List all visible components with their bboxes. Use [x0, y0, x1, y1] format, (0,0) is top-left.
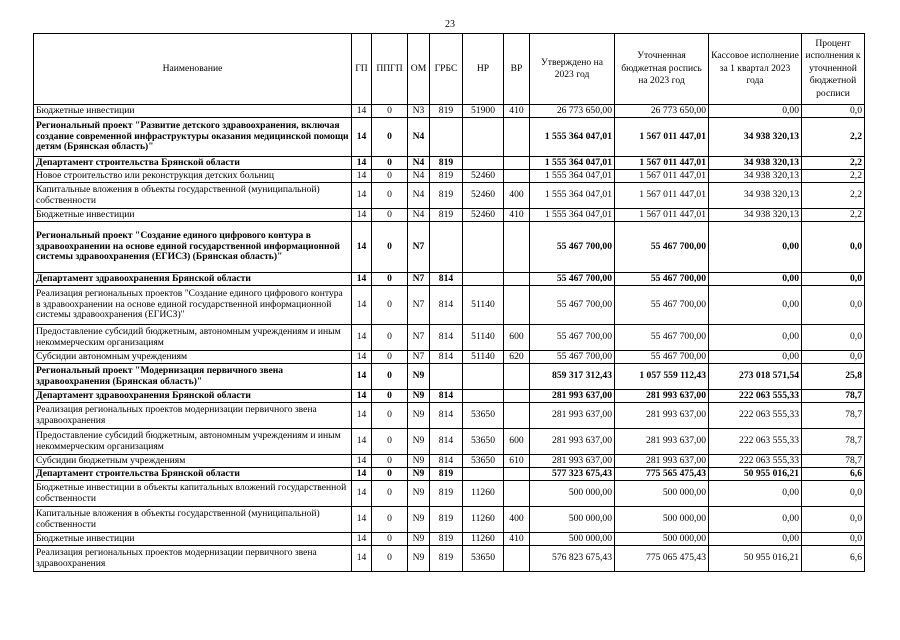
- table-row: [34, 507, 865, 533]
- cell-approved: 500 000,00: [530, 481, 615, 507]
- cell-percent: 0,0: [802, 105, 865, 118]
- cell-ppgp: 0: [372, 455, 408, 468]
- cell-name: Реализация региональных проектов модернизации первичного звена здравоохранения: [34, 546, 352, 572]
- cell-nr: [463, 273, 504, 286]
- cell-revised: 281 993 637,00: [615, 403, 709, 429]
- cell-ppgp: 0: [372, 157, 408, 170]
- cell-grbs: 819: [430, 105, 463, 118]
- cell-revised: 1 567 011 447,01: [615, 170, 709, 183]
- cell-om: N9: [408, 455, 430, 468]
- cell-vr: [504, 481, 530, 507]
- cell-nr: 11260: [463, 481, 504, 507]
- cell-grbs: 814: [430, 390, 463, 403]
- cell-om: N9: [408, 481, 430, 507]
- cell-approved: 500 000,00: [530, 507, 615, 533]
- cell-name: Региональный проект "Создание единого цифрового контура в здравоохранении на основе единой государственной информационной системы здравоохранения (ЕГИСЗ) (Брянская область)": [34, 222, 352, 273]
- cell-approved: 1 555 364 047,01: [530, 209, 615, 222]
- cell-approved: 55 467 700,00: [530, 273, 615, 286]
- cell-grbs: 814: [430, 403, 463, 429]
- col-header-revised: Уточненная бюджетная роспись на 2023 год: [615, 34, 709, 105]
- table-row: [34, 273, 865, 286]
- cell-gp: 14: [352, 183, 372, 209]
- cell-revised: 281 993 637,00: [615, 390, 709, 403]
- table-row: [34, 170, 865, 183]
- cell-vr: 610: [504, 455, 530, 468]
- cell-approved: 500 000,00: [530, 533, 615, 546]
- cell-om: N7: [408, 222, 430, 273]
- cell-om: N7: [408, 325, 430, 351]
- cell-gp: 14: [352, 325, 372, 351]
- cell-revised: 26 773 650,00: [615, 105, 709, 118]
- page-number: 23: [445, 19, 455, 30]
- cell-om: N4: [408, 183, 430, 209]
- cell-om: N9: [408, 429, 430, 455]
- cell-gp: 14: [352, 222, 372, 273]
- cell-gp: 14: [352, 209, 372, 222]
- cell-cash: 0,00: [709, 325, 802, 351]
- cell-ppgp: 0: [372, 222, 408, 273]
- cell-percent: 0,0: [802, 533, 865, 546]
- cell-ppgp: 0: [372, 468, 408, 481]
- cell-approved: 55 467 700,00: [530, 325, 615, 351]
- cell-revised: 500 000,00: [615, 481, 709, 507]
- cell-cash: 0,00: [709, 105, 802, 118]
- cell-percent: 78,7: [802, 429, 865, 455]
- cell-ppgp: 0: [372, 183, 408, 209]
- cell-cash: 34 938 320,13: [709, 118, 802, 157]
- cell-name: Департамент здравоохранения Брянской области: [34, 273, 352, 286]
- cell-vr: 400: [504, 183, 530, 209]
- cell-grbs: 814: [430, 273, 463, 286]
- cell-vr: 400: [504, 507, 530, 533]
- cell-vr: [504, 286, 530, 325]
- cell-revised: 281 993 637,00: [615, 455, 709, 468]
- cell-ppgp: 0: [372, 170, 408, 183]
- cell-percent: 0,0: [802, 273, 865, 286]
- table-row: [34, 455, 865, 468]
- cell-percent: 0,0: [802, 286, 865, 325]
- table-row: [34, 222, 865, 273]
- cell-nr: [463, 222, 504, 273]
- cell-percent: 6,6: [802, 468, 865, 481]
- col-header-nr: НР: [463, 34, 504, 105]
- cell-name: Бюджетные инвестиции: [34, 533, 352, 546]
- cell-ppgp: 0: [372, 273, 408, 286]
- cell-om: N7: [408, 286, 430, 325]
- cell-percent: 78,7: [802, 403, 865, 429]
- cell-grbs: 819: [430, 157, 463, 170]
- cell-om: N9: [408, 533, 430, 546]
- cell-revised: 55 467 700,00: [615, 222, 709, 273]
- cell-vr: [504, 546, 530, 572]
- cell-name: Предоставление субсидий бюджетным, автономным учреждениям и иным некоммерческим организациям: [34, 429, 352, 455]
- cell-cash: 34 938 320,13: [709, 183, 802, 209]
- cell-gp: 14: [352, 364, 372, 390]
- cell-grbs: 819: [430, 546, 463, 572]
- table-row: [34, 546, 865, 572]
- col-header-cash: Кассовое исполнение за 1 квартал 2023 года: [709, 34, 802, 105]
- cell-revised: 281 993 637,00: [615, 429, 709, 455]
- cell-ppgp: 0: [372, 507, 408, 533]
- cell-grbs: [430, 118, 463, 157]
- cell-gp: 14: [352, 118, 372, 157]
- cell-revised: 55 467 700,00: [615, 273, 709, 286]
- cell-vr: 600: [504, 325, 530, 351]
- col-header-percent: Процент исполнения к уточненной бюджетной росписи: [802, 34, 865, 105]
- cell-gp: 14: [352, 507, 372, 533]
- col-header-grbs: ГРБС: [430, 34, 463, 105]
- table-row: [34, 403, 865, 429]
- cell-om: N3: [408, 105, 430, 118]
- cell-om: N9: [408, 468, 430, 481]
- cell-nr: 53650: [463, 546, 504, 572]
- cell-nr: 53650: [463, 403, 504, 429]
- cell-om: N9: [408, 364, 430, 390]
- cell-percent: 0,0: [802, 481, 865, 507]
- cell-name: Департамент строительства Брянской области: [34, 468, 352, 481]
- col-header-approved: Утверждено на 2023 год: [530, 34, 615, 105]
- cell-name: Бюджетные инвестиции: [34, 209, 352, 222]
- cell-vr: [504, 273, 530, 286]
- cell-ppgp: 0: [372, 533, 408, 546]
- cell-approved: 55 467 700,00: [530, 222, 615, 273]
- cell-revised: 1 567 011 447,01: [615, 118, 709, 157]
- cell-grbs: 814: [430, 325, 463, 351]
- table-row: [34, 325, 865, 351]
- cell-revised: 1 567 011 447,01: [615, 183, 709, 209]
- cell-grbs: 819: [430, 533, 463, 546]
- cell-gp: 14: [352, 390, 372, 403]
- cell-grbs: [430, 222, 463, 273]
- cell-approved: 281 993 637,00: [530, 429, 615, 455]
- col-header-name: Наименование: [34, 34, 352, 105]
- cell-gp: 14: [352, 105, 372, 118]
- cell-approved: 1 555 364 047,01: [530, 170, 615, 183]
- cell-om: N4: [408, 157, 430, 170]
- cell-ppgp: 0: [372, 403, 408, 429]
- cell-percent: 0,0: [802, 325, 865, 351]
- cell-ppgp: 0: [372, 105, 408, 118]
- cell-vr: [504, 222, 530, 273]
- table-row: [34, 351, 865, 364]
- cell-gp: 14: [352, 403, 372, 429]
- cell-grbs: 819: [430, 209, 463, 222]
- cell-vr: [504, 403, 530, 429]
- cell-revised: 775 065 475,43: [615, 546, 709, 572]
- cell-ppgp: 0: [372, 390, 408, 403]
- cell-cash: 222 063 555,33: [709, 403, 802, 429]
- cell-grbs: 819: [430, 468, 463, 481]
- cell-cash: 34 938 320,13: [709, 170, 802, 183]
- cell-cash: 0,00: [709, 286, 802, 325]
- cell-name: Региональный проект "Развитие детского здравоохранения, включая создание современной инфраструктуры оказания медицинской помощи детям (Брянская область)": [34, 118, 352, 157]
- cell-gp: 14: [352, 455, 372, 468]
- cell-nr: [463, 468, 504, 481]
- cell-ppgp: 0: [372, 351, 408, 364]
- cell-approved: 1 555 364 047,01: [530, 157, 615, 170]
- cell-om: N7: [408, 273, 430, 286]
- cell-ppgp: 0: [372, 209, 408, 222]
- cell-gp: 14: [352, 468, 372, 481]
- cell-gp: 14: [352, 157, 372, 170]
- cell-om: N9: [408, 507, 430, 533]
- cell-percent: 78,7: [802, 455, 865, 468]
- cell-gp: 14: [352, 533, 372, 546]
- cell-nr: [463, 364, 504, 390]
- cell-revised: 55 467 700,00: [615, 325, 709, 351]
- cell-approved: 577 323 675,43: [530, 468, 615, 481]
- cell-grbs: 814: [430, 429, 463, 455]
- col-header-ppgp: ППГП: [372, 34, 408, 105]
- cell-percent: 0,0: [802, 222, 865, 273]
- cell-vr: [504, 118, 530, 157]
- cell-om: N4: [408, 209, 430, 222]
- cell-om: N9: [408, 403, 430, 429]
- table-body: [34, 105, 865, 572]
- cell-cash: 34 938 320,13: [709, 209, 802, 222]
- cell-grbs: 814: [430, 286, 463, 325]
- col-header-vr: ВР: [504, 34, 530, 105]
- cell-cash: 0,00: [709, 481, 802, 507]
- cell-cash: 0,00: [709, 222, 802, 273]
- cell-gp: 14: [352, 273, 372, 286]
- cell-name: Бюджетные инвестиции: [34, 105, 352, 118]
- cell-cash: 0,00: [709, 533, 802, 546]
- cell-percent: 2,2: [802, 209, 865, 222]
- cell-om: N7: [408, 351, 430, 364]
- table-row: [34, 468, 865, 481]
- table-row: [34, 429, 865, 455]
- cell-cash: 50 955 016,21: [709, 546, 802, 572]
- cell-nr: 51140: [463, 351, 504, 364]
- cell-grbs: 814: [430, 455, 463, 468]
- table-row: [34, 286, 865, 325]
- cell-grbs: 819: [430, 183, 463, 209]
- cell-revised: 775 565 475,43: [615, 468, 709, 481]
- cell-grbs: 819: [430, 170, 463, 183]
- cell-percent: 25,8: [802, 364, 865, 390]
- cell-name: Департамент строительства Брянской области: [34, 157, 352, 170]
- cell-approved: 55 467 700,00: [530, 286, 615, 325]
- cell-percent: 6,6: [802, 546, 865, 572]
- cell-gp: 14: [352, 429, 372, 455]
- cell-approved: 281 993 637,00: [530, 390, 615, 403]
- cell-revised: 500 000,00: [615, 507, 709, 533]
- cell-nr: 52460: [463, 209, 504, 222]
- cell-percent: 2,2: [802, 183, 865, 209]
- table-row: [34, 183, 865, 209]
- cell-ppgp: 0: [372, 118, 408, 157]
- cell-cash: 222 063 555,33: [709, 455, 802, 468]
- cell-approved: 576 823 675,43: [530, 546, 615, 572]
- cell-name: Предоставление субсидий бюджетным, автономным учреждениям и иным некоммерческим организациям: [34, 325, 352, 351]
- cell-revised: 1 567 011 447,01: [615, 157, 709, 170]
- cell-cash: 222 063 555,33: [709, 390, 802, 403]
- cell-nr: 11260: [463, 533, 504, 546]
- cell-percent: 0,0: [802, 351, 865, 364]
- cell-revised: 1 057 559 112,43: [615, 364, 709, 390]
- budget-table: [33, 33, 865, 572]
- cell-vr: 600: [504, 429, 530, 455]
- table-row: [34, 118, 865, 157]
- cell-vr: [504, 364, 530, 390]
- cell-nr: 52460: [463, 170, 504, 183]
- cell-vr: 410: [504, 209, 530, 222]
- cell-nr: [463, 157, 504, 170]
- cell-name: Департамент здравоохранения Брянской области: [34, 390, 352, 403]
- cell-approved: 281 993 637,00: [530, 403, 615, 429]
- cell-ppgp: 0: [372, 286, 408, 325]
- cell-vr: [504, 468, 530, 481]
- table-row: [34, 481, 865, 507]
- cell-grbs: 819: [430, 507, 463, 533]
- cell-approved: 1 555 364 047,01: [530, 183, 615, 209]
- cell-name: Региональный проект "Модернизация первичного звена здравоохранения (Брянская область)": [34, 364, 352, 390]
- cell-nr: [463, 118, 504, 157]
- cell-name: Капитальные вложения в объекты государственной (муниципальной) собственности: [34, 507, 352, 533]
- cell-name: Реализация региональных проектов "Создание единого цифрового контура в здравоохранении на основе единой государственной информационной системы здравоохранения (ЕГИСЗ)": [34, 286, 352, 325]
- table-row: [34, 390, 865, 403]
- cell-name: Капитальные вложения в объекты государственной (муниципальной) собственности: [34, 183, 352, 209]
- cell-om: N9: [408, 546, 430, 572]
- cell-revised: 55 467 700,00: [615, 351, 709, 364]
- cell-gp: 14: [352, 170, 372, 183]
- cell-percent: 0,0: [802, 507, 865, 533]
- cell-grbs: [430, 364, 463, 390]
- cell-ppgp: 0: [372, 364, 408, 390]
- cell-vr: [504, 170, 530, 183]
- cell-ppgp: 0: [372, 546, 408, 572]
- table-row: [34, 364, 865, 390]
- cell-percent: 2,2: [802, 157, 865, 170]
- table-row: [34, 157, 865, 170]
- cell-om: N4: [408, 118, 430, 157]
- cell-om: N4: [408, 170, 430, 183]
- cell-ppgp: 0: [372, 325, 408, 351]
- cell-cash: 0,00: [709, 273, 802, 286]
- cell-approved: 281 993 637,00: [530, 455, 615, 468]
- cell-cash: 222 063 555,33: [709, 429, 802, 455]
- cell-om: N9: [408, 390, 430, 403]
- cell-name: Новое строительство или реконструкция детских больниц: [34, 170, 352, 183]
- cell-grbs: 814: [430, 351, 463, 364]
- cell-vr: [504, 390, 530, 403]
- cell-name: Субсидии бюджетным учреждениям: [34, 455, 352, 468]
- cell-approved: 859 317 312,43: [530, 364, 615, 390]
- cell-gp: 14: [352, 351, 372, 364]
- cell-name: Реализация региональных проектов модернизации первичного звена здравоохранения: [34, 403, 352, 429]
- table-row: [34, 209, 865, 222]
- table-row: [34, 533, 865, 546]
- cell-nr: [463, 390, 504, 403]
- cell-nr: 51900: [463, 105, 504, 118]
- cell-percent: 2,2: [802, 118, 865, 157]
- cell-ppgp: 0: [372, 481, 408, 507]
- cell-revised: 55 467 700,00: [615, 286, 709, 325]
- cell-gp: 14: [352, 546, 372, 572]
- cell-percent: 2,2: [802, 170, 865, 183]
- cell-vr: 410: [504, 533, 530, 546]
- cell-ppgp: 0: [372, 429, 408, 455]
- cell-gp: 14: [352, 286, 372, 325]
- cell-vr: 620: [504, 351, 530, 364]
- cell-nr: 11260: [463, 507, 504, 533]
- cell-cash: 0,00: [709, 507, 802, 533]
- cell-approved: 26 773 650,00: [530, 105, 615, 118]
- cell-cash: 34 938 320,13: [709, 157, 802, 170]
- cell-nr: 53650: [463, 455, 504, 468]
- table-header-row: [34, 34, 865, 105]
- cell-vr: [504, 157, 530, 170]
- cell-revised: 500 000,00: [615, 533, 709, 546]
- cell-approved: 55 467 700,00: [530, 351, 615, 364]
- cell-cash: 0,00: [709, 351, 802, 364]
- cell-nr: 52460: [463, 183, 504, 209]
- cell-gp: 14: [352, 481, 372, 507]
- cell-vr: 410: [504, 105, 530, 118]
- table-row: [34, 105, 865, 118]
- cell-nr: 53650: [463, 429, 504, 455]
- cell-name: Субсидии автономным учреждениям: [34, 351, 352, 364]
- cell-cash: 50 955 016,21: [709, 468, 802, 481]
- cell-percent: 78,7: [802, 390, 865, 403]
- col-header-gp: ГП: [352, 34, 372, 105]
- cell-grbs: 819: [430, 481, 463, 507]
- cell-approved: 1 555 364 047,01: [530, 118, 615, 157]
- col-header-om: ОМ: [408, 34, 430, 105]
- cell-revised: 1 567 011 447,01: [615, 209, 709, 222]
- cell-nr: 51140: [463, 325, 504, 351]
- cell-name: Бюджетные инвестиции в объекты капитальных вложений государственной собственности: [34, 481, 352, 507]
- cell-cash: 273 018 571,54: [709, 364, 802, 390]
- cell-nr: 51140: [463, 286, 504, 325]
